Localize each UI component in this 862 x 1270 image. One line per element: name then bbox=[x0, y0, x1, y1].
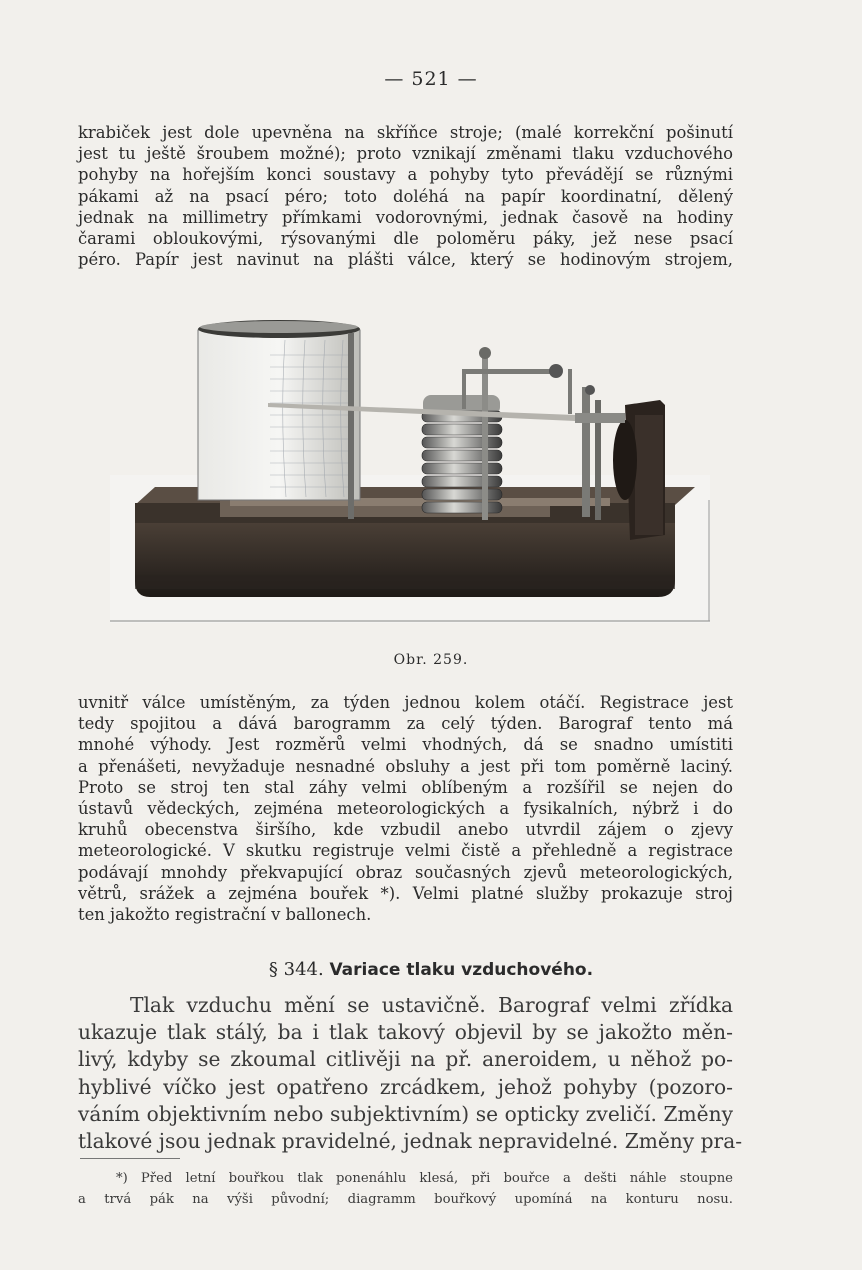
text-line: tlakové jsou jednak pravidelné, jednak nepravidelné. Změny pra- bbox=[78, 1129, 743, 1154]
text-line: větrů, srážek a zejména bouřek *). Velmi platné služby prokazuje stroj bbox=[78, 883, 733, 903]
text-line: livý, kdyby se zkoumal citlivěji na př. aneroidem, u něhož po- bbox=[78, 1047, 733, 1072]
text-line: mnohé výhody. Jest rozměrů velmi vhodných, dá se snadno umístiti bbox=[78, 735, 733, 755]
text-line: pohyby na hořejším konci soustavy a pohyby tyto převádějí se různými bbox=[78, 165, 733, 185]
text-line: pákami až na psací péro; toto doléhá na papír koordinatní, dělený bbox=[78, 186, 733, 206]
section-number: § 344. bbox=[268, 959, 324, 980]
text-line: péro. Papír jest navinut na plášti válce, který se hodinovým strojem, bbox=[78, 250, 733, 270]
text-line: meteorologické. V skutku registruje velmi čistě a přehledně a registrace bbox=[78, 841, 733, 861]
text-line: ústavů vědeckých, zejména meteorologických a fysikalních, nýbrž i do bbox=[78, 799, 733, 819]
text-line: Proto se stroj ten stal záhy velmi oblíbeným a rozšířil se nejen do bbox=[78, 777, 733, 797]
section-title: Variace tlaku vzduchového. bbox=[329, 960, 594, 980]
page-number: — 521 — bbox=[384, 68, 478, 90]
text-line: hyblivé víčko jest opatřeno zrcádkem, jehož pohyby (pozoro- bbox=[78, 1074, 733, 1099]
section-heading bbox=[0, 959, 862, 980]
barograph-illustration bbox=[110, 305, 710, 623]
text-line: uvnitř válce umístěným, za týden jednou kolem otáčí. Registrace jest bbox=[78, 693, 733, 712]
paragraph-middle bbox=[78, 692, 733, 925]
text-line: tedy spojitou a dává barogramm za celý týden. Barograf tento má bbox=[78, 714, 733, 734]
text-line: krabiček jest dole upevněna na skříňce stroje; (malé korrekční pošinutí bbox=[78, 123, 733, 142]
text-line: Tlak vzduchu mění se ustavičně. Barograf velmi zřídka bbox=[130, 993, 733, 1017]
text-line: podávají mnohdy překvapující obraz současných zjevů meteorologických, bbox=[78, 862, 733, 882]
text-line: váním objektivním nebo subjektivním) se opticky zveličí. Změny bbox=[78, 1101, 733, 1126]
paragraph-bottom bbox=[78, 992, 743, 1155]
text-line: čarami obloukovými, rýsovanými dle poloměru páky, jež nese psací bbox=[78, 229, 733, 249]
footnote bbox=[78, 1168, 733, 1210]
text-line: jednak na millimetry přímkami vodorovnými, jednak časově na hodiny bbox=[78, 207, 733, 227]
footnote-line: a trvá pák na výši původní; diagramm bouřkový upomíná na konturu nosu. bbox=[78, 1192, 733, 1207]
figure-caption: Obr. 259. bbox=[393, 652, 469, 668]
text-line: jest tu ještě šroubem možné); proto vznikají změnami tlaku vzduchového bbox=[78, 144, 733, 164]
footnote-divider bbox=[80, 1158, 180, 1159]
text-line: kruhů obecenstva širšího, kde vzbudil anebo utvrdil zájem o zjevy bbox=[78, 820, 733, 840]
text-line: ten jakožto registrační v ballonech. bbox=[78, 905, 372, 925]
footnote-line: *) Před letní bouřkou tlak ponenáhlu klesá, při bouřce a dešti náhle stoupne bbox=[116, 1171, 733, 1186]
paragraph-top bbox=[78, 122, 733, 270]
text-line: a přenášeti, nevyžaduje nesnadné obsluhy a jest při tom poměrně laciný. bbox=[78, 756, 733, 776]
text-line: ukazuje tlak stálý, ba i tlak takový objevil by se jakožto měn- bbox=[78, 1020, 733, 1045]
